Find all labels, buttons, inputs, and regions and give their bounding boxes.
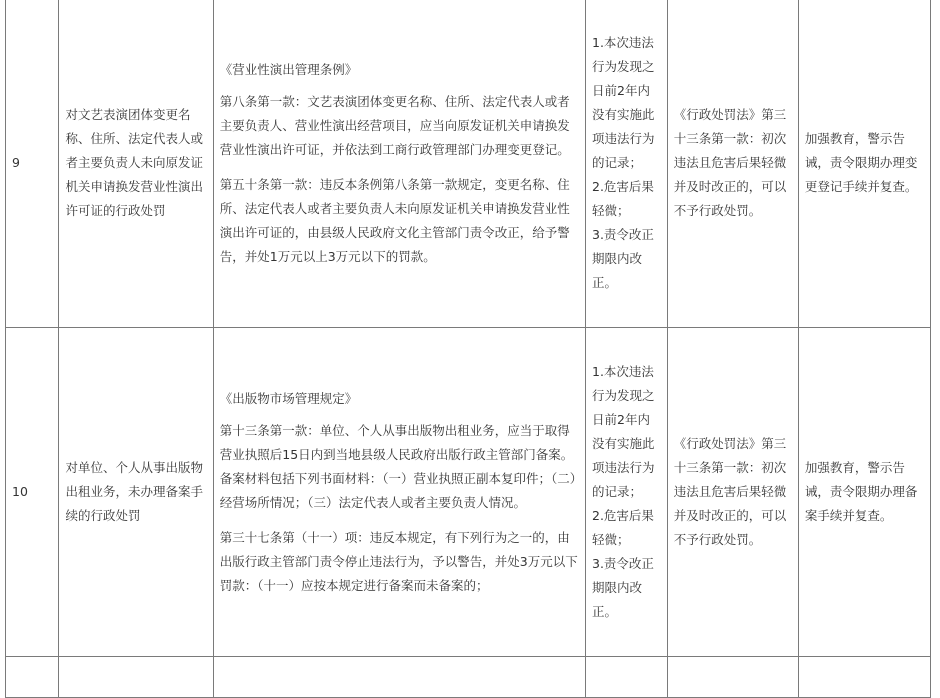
conditions xyxy=(586,0,668,328)
condition-item: 1.本次违法行为发现之日前2年内没有实施此项违法行为的记录； xyxy=(592,35,655,170)
condition-item: 3.责令改正期限内改正。 xyxy=(592,227,654,290)
table-row xyxy=(6,0,931,328)
row-number: 10 xyxy=(6,328,59,657)
table-row xyxy=(6,328,931,657)
row-number: 9 xyxy=(6,0,59,328)
basis-paragraph: 第八条第一款：文艺表演团体变更名称、住所、法定代表人或者主要负责人、营业性演出经营项目，应当向原发证机关申请换发营业性演出许可证，并依法到工商行政管理部门办理变更登记。 xyxy=(219,93,570,157)
measure: 加强教育，警示告诫，责令限期办理备案手续并复查。 xyxy=(798,328,930,657)
condition-item: 2.危害后果轻微； xyxy=(592,179,654,218)
empty-cell xyxy=(213,657,585,698)
condition-item: 3.责令改正期限内改正。 xyxy=(592,556,654,619)
empty-cell xyxy=(586,657,668,698)
basis-paragraph: 第三十七条第（十一）项：违反本规定，有下列行为之一的，由出版行政主管部门责令停止违法行为，予以警告，并处3万元以下罚款：（十一）应按本规定进行备案而未备案的； xyxy=(219,529,578,593)
conditions xyxy=(586,328,668,657)
law-reference: 《行政处罚法》第三十三条第一款：初次违法且危害后果轻微并及时改正的，可以不予行政处罚。 xyxy=(667,328,798,657)
penalty-item: 对文艺表演团体变更名称、住所、法定代表人或者主要负责人未向原发证机关申请换发营业性演出许可证的行政处罚 xyxy=(59,0,213,328)
basis-paragraph: 第五十条第一款：违反本条例第八条第一款规定，变更名称、住所、法定代表人或者主要负责人未向原发证机关申请换发营业性演出许可证的，由县级人民政府文化主管部门责令改正，给予警告，并处1万元以上3万元以下的罚款。 xyxy=(219,176,570,264)
condition-item: 1.本次违法行为发现之日前2年内没有实施此项违法行为的记录； xyxy=(592,364,655,499)
empty-cell xyxy=(6,657,59,698)
basis-title: 《营业性演出管理条例》 xyxy=(219,61,358,77)
empty-cell xyxy=(667,657,798,698)
penalty-table xyxy=(5,0,931,698)
penalty-item: 对单位、个人从事出版物出租业务，未办理备案手续的行政处罚 xyxy=(59,328,213,657)
condition-item: 2.危害后果轻微； xyxy=(592,508,654,547)
legal-basis xyxy=(213,0,585,328)
law-reference: 《行政处罚法》第三十三条第一款：初次违法且危害后果轻微并及时改正的，可以不予行政处罚。 xyxy=(667,0,798,328)
basis-paragraph: 第十三条第一款：单位、个人从事出版物出租业务，应当于取得营业执照后15日内到当地县级人民政府出版行政主管部门备案。备案材料包括下列书面材料：（一）营业执照正副本复印件；（二）经营场所情况；（三）法定代表人或者主要负责人情况。 xyxy=(219,422,577,510)
table-row-partial xyxy=(6,657,931,698)
legal-basis xyxy=(213,328,585,657)
empty-cell xyxy=(798,657,930,698)
basis-title: 《出版物市场管理规定》 xyxy=(219,390,358,406)
measure: 加强教育，警示告诫，责令限期办理变更登记手续并复查。 xyxy=(798,0,930,328)
empty-cell xyxy=(59,657,213,698)
